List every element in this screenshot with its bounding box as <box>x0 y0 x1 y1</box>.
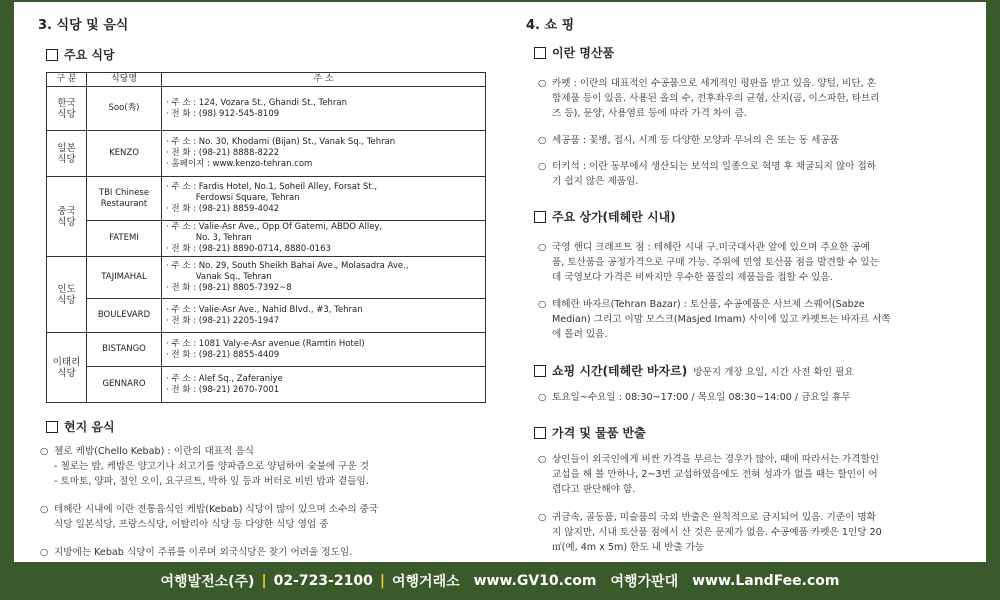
paragraph-line <box>40 502 500 517</box>
paragraph-line <box>538 106 978 121</box>
line-text: 지 않지만, 시내 토산품 점에서 산 것은 문제가 없음. 수공예품 카펫은 1인당 20 <box>552 527 882 538</box>
shopping-item <box>538 510 978 555</box>
subtitle-label: 현지 음식 <box>64 420 115 434</box>
category-cell: 이태리 식당 <box>47 333 87 403</box>
info-line: · 전 화 : (98) 912-545-8109 <box>166 108 280 119</box>
info-line: · 전 화 : (98-21) 2670-7001 <box>166 384 280 395</box>
checkbox-square-icon <box>534 427 546 439</box>
document-page <box>14 2 986 562</box>
bullet-circle-icon: ○ <box>538 299 547 310</box>
line-text: 기 쉽지 않은 제품임. <box>552 176 639 187</box>
info-line: · 주 소 : 124, Vozara St., Ghandi St., Tehran <box>166 97 348 108</box>
subtitle-label: 이란 명산품 <box>552 46 615 60</box>
table-row <box>47 221 486 257</box>
shopping-item <box>538 390 978 405</box>
info-line: No. 3, Tehran <box>166 233 252 243</box>
line-text: Median) 그리고 이맘 모스크(Masjed Imam) 사이에 있고 카펫트는 바자르 서쪽 <box>552 314 891 325</box>
line-text: 교섭을 해 볼 만하나, 2~3번 교섭하였음에도 전혀 성과가 없을 때는 할인이 어 <box>552 469 878 480</box>
line-text: 합제품 등이 있음. 사용된 올의 수, 전후좌우의 균형, 산지(곰, 이스파한, 타브리 <box>552 93 880 104</box>
restaurant-info-cell <box>162 333 486 367</box>
subtitle-main-restaurants <box>46 46 115 63</box>
table-row <box>47 333 486 367</box>
line-text: 테헤란 바자르(Tehran Bazar) : 토산품, 수공예품은 사브제 스퀘어(Sabze <box>552 299 865 310</box>
footer-fee-label: 여행가판대 <box>610 574 679 590</box>
bullet-circle-icon: ○ <box>538 135 547 146</box>
line-text: 렵다고 판단해야 함. <box>552 484 636 495</box>
shopping-subtitle <box>534 424 646 441</box>
table-row <box>47 299 486 333</box>
table-row <box>47 367 486 403</box>
local-food-item <box>40 444 500 489</box>
restaurant-info-cell <box>162 299 486 333</box>
footer-separator: | <box>261 573 267 589</box>
bullet-circle-icon: ○ <box>538 78 547 89</box>
line-text: 지방에는 Kebab 식당이 주류를 이루며 외국식당은 찾기 어려울 정도임. <box>54 547 353 558</box>
info-line: · 주 소 : 1081 Valy-e-Asr avenue (Ramtin Hotel) <box>166 338 365 349</box>
header-name: 식당명 <box>87 73 162 87</box>
restaurant-info-cell <box>162 367 486 403</box>
info-line: · 주 소 : Fardis Hotel, No.1, Soheil Alley, Forsat St., <box>166 182 378 192</box>
shopping-subtitle <box>534 44 614 61</box>
restaurant-name-cell: BISTANGO <box>87 333 162 367</box>
info-line: · 전 화 : (98-21) 2205-1947 <box>166 315 280 326</box>
paragraph-line <box>538 540 978 555</box>
bullet-circle-icon: ○ <box>538 161 547 172</box>
line-text: 첼로 케밥(Chello Kebab) : 이란의 대표적 음식 <box>54 446 254 457</box>
line-text: 터키석 : 이란 동부에서 생산되는 보석의 일종으로 혁명 후 채굴되지 않아 접하 <box>552 161 877 172</box>
subtitle-label: 쇼핑 시간(테헤란 바자르) <box>552 364 688 378</box>
restaurant-name-cell: TBI Chinese Restaurant <box>87 177 162 221</box>
checkbox-square-icon <box>534 365 546 377</box>
line-text: - 토마토, 양파, 절인 오이, 요구르트, 박하 잎 등과 버터로 비빈 밥과 곁들임. <box>54 476 369 487</box>
table-row <box>47 87 486 131</box>
bullet-circle-icon: ○ <box>538 242 547 253</box>
header-address: 주 소 <box>162 73 486 87</box>
paragraph-line <box>538 467 978 482</box>
line-text: - 첼로는 밥, 케밥은 양고기나 쇠고기를 양파즙으로 양념하여 숯불에 구운 것 <box>54 461 370 472</box>
info-line: · 주 소 : Alef Sq., Zaferaniye <box>166 373 283 384</box>
category-cell: 중국 식당 <box>47 177 87 257</box>
local-food-item <box>40 545 500 560</box>
paragraph-line <box>538 327 978 342</box>
line-text: 토요일~수요일 : 08:30~17:00 / 목요일 08:30~14:00 / 금요일 휴무 <box>552 392 851 403</box>
paragraph-line <box>538 390 978 405</box>
restaurant-name-cell: GENNARO <box>87 367 162 403</box>
footer-company: 여행발전소(주) <box>160 574 255 590</box>
paragraph-line <box>538 240 978 255</box>
paragraph-line <box>538 91 978 106</box>
table-row <box>47 257 486 299</box>
table-row <box>47 131 486 177</box>
info-line: · 주 소 : No. 30, Khodami (Bijan) St., Vanak Sq., Tehran <box>166 137 396 147</box>
line-text: 데 국영보다 가격은 비싸지만 우수한 품질의 제품들을 접할 수 있음. <box>552 272 833 283</box>
subtitle-label: 주요 식당 <box>64 48 115 62</box>
info-line: · 전 화 : (98-21) 8890-0714, 8880-0163 <box>166 244 331 254</box>
paragraph-line <box>40 474 500 489</box>
paragraph-line <box>538 270 978 285</box>
paragraph-line <box>40 517 500 532</box>
paragraph-line <box>538 174 978 189</box>
info-line: · 전 화 : (98-21) 8805-7392~8 <box>166 283 292 293</box>
table-header-row <box>47 73 486 87</box>
restaurant-table <box>46 72 486 403</box>
shopping-item <box>538 240 978 285</box>
line-text: 에 몰려 있음. <box>552 329 608 340</box>
checkbox-square-icon <box>534 211 546 223</box>
paragraph-line <box>538 297 978 312</box>
info-line: · 전 화 : (98-21) 8888-8222 <box>166 148 280 158</box>
footer-separator: | <box>379 573 385 589</box>
info-line: Ferdowsi Square, Tehran <box>166 193 300 203</box>
restaurant-info-cell <box>162 177 486 221</box>
line-text: 품, 토산품을 공정가격으로 구매 가능. 주위에 민영 토산품 점을 발견할 수 있는 <box>552 257 879 268</box>
local-food-item <box>40 502 500 532</box>
paragraph-line <box>40 545 500 560</box>
shopping-item <box>538 297 978 342</box>
info-line: · 주 소 : No. 29, South Sheikh Bahai Ave., Molasadra Ave., <box>166 261 409 271</box>
paragraph-line <box>538 76 978 91</box>
paragraph-line <box>538 159 978 174</box>
shopping-item <box>538 159 978 189</box>
bullet-circle-icon: ○ <box>538 454 547 465</box>
paragraph-line <box>538 510 978 525</box>
info-line: · 주 소 : Valie-Asr Ave., Opp Of Gatemi, ABDO Alley, <box>166 222 383 232</box>
header-category: 구 분 <box>47 73 87 87</box>
shopping-subtitle <box>534 362 854 379</box>
footer-bar <box>0 562 1000 600</box>
paragraph-line <box>40 459 500 474</box>
restaurant-name-cell: FATEMI <box>87 221 162 257</box>
shopping-item <box>538 76 978 121</box>
shopping-item <box>538 452 978 497</box>
info-line: Vanak Sq., Tehran <box>166 272 272 282</box>
section-title-restaurants: 3. 식당 및 음식 <box>38 18 129 33</box>
line-text: 상인들이 외국인에게 비싼 가격을 부르는 경우가 많아, 때에 따라서는 가격할인 <box>552 454 880 465</box>
subtitle-label: 가격 및 물품 반출 <box>552 426 646 440</box>
shopping-subtitle <box>534 208 676 225</box>
info-line: · 전 화 : (98-21) 8855-4409 <box>166 349 280 360</box>
restaurant-name-cell: Soo(秀) <box>87 87 162 131</box>
line-text: 즈 등), 문양, 사용염료 등에 따라 가격 차이 큼. <box>552 108 747 119</box>
restaurant-info-cell <box>162 131 486 177</box>
footer-fee-link[interactable]: www.LandFee.com <box>692 573 840 589</box>
paragraph-line <box>538 133 978 148</box>
paragraph-line <box>538 255 978 270</box>
category-cell: 인도 식당 <box>47 257 87 333</box>
info-line: · 주 소 : Valie-Asr Ave., Nahid Blvd., #3, Tehran <box>166 304 363 315</box>
paragraph-line <box>538 482 978 497</box>
line-text: 국영 핸디 크래프트 점 : 테헤란 시내 구.미국대사관 앞에 있으며 주요한 공예 <box>552 242 870 253</box>
line-text: 테헤란 시내에 이란 전통음식인 케밥(Kebab) 식당이 많이 있으며 소수의 중국 <box>54 504 379 515</box>
line-text: 귀금속, 골동품, 미술품의 국외 반출은 원칙적으로 금지되어 있음. 기준이 명확 <box>552 512 876 523</box>
subtitle-label: 주요 상가(테헤란 시내) <box>552 210 676 224</box>
restaurant-info-cell <box>162 221 486 257</box>
checkbox-square-icon <box>46 49 58 61</box>
bullet-circle-icon: ○ <box>40 446 49 457</box>
footer-exchange-link[interactable]: www.GV10.com <box>473 573 597 589</box>
line-text: ㎡(예, 4m x 5m) 한도 내 반출 가능 <box>552 542 705 553</box>
shopping-item <box>538 133 978 148</box>
restaurant-info-cell <box>162 257 486 299</box>
info-line: · 홈페이지 : www.kenzo-tehran.com <box>166 159 313 169</box>
line-text: 식당 일본식당, 프랑스식당, 이탈리아 식당 등 다양한 식당 영업 중 <box>54 519 329 530</box>
subtitle-local-food <box>46 418 115 435</box>
paragraph-line <box>40 444 500 459</box>
subtitle-note: 방문지 개장 요일, 시간 사전 확인 필요 <box>693 366 854 378</box>
info-line: · 전 화 : (98-21) 8859-4042 <box>166 204 280 214</box>
footer-phone: 02-723-2100 <box>273 573 373 589</box>
category-cell: 일본 식당 <box>47 131 87 177</box>
restaurant-name-cell: TAJIMAHAL <box>87 257 162 299</box>
paragraph-line <box>538 525 978 540</box>
paragraph-line <box>538 312 978 327</box>
restaurant-info-cell <box>162 87 486 131</box>
line-text: 카펫 : 이란의 대표적인 수공품으로 세계적인 평판을 받고 있음. 양털, 비단, 혼 <box>552 78 876 89</box>
bullet-circle-icon: ○ <box>40 504 49 515</box>
line-text: 세공품 : 꽃병, 접시, 시계 등 다양한 모양과 무늬의 은 또는 동 세공품 <box>552 135 839 146</box>
bullet-circle-icon: ○ <box>538 392 547 403</box>
restaurant-name-cell: BOULEVARD <box>87 299 162 333</box>
checkbox-square-icon <box>46 421 58 433</box>
footer-exchange-label: 여행거래소 <box>392 574 460 590</box>
category-cell: 한국 식당 <box>47 87 87 131</box>
paragraph-line <box>538 452 978 467</box>
bullet-circle-icon: ○ <box>40 547 49 558</box>
restaurant-name-cell: KENZO <box>87 131 162 177</box>
section-title-shopping: 4. 쇼 핑 <box>526 18 575 33</box>
table-row <box>47 177 486 221</box>
bullet-circle-icon: ○ <box>538 512 547 523</box>
checkbox-square-icon <box>534 47 546 59</box>
